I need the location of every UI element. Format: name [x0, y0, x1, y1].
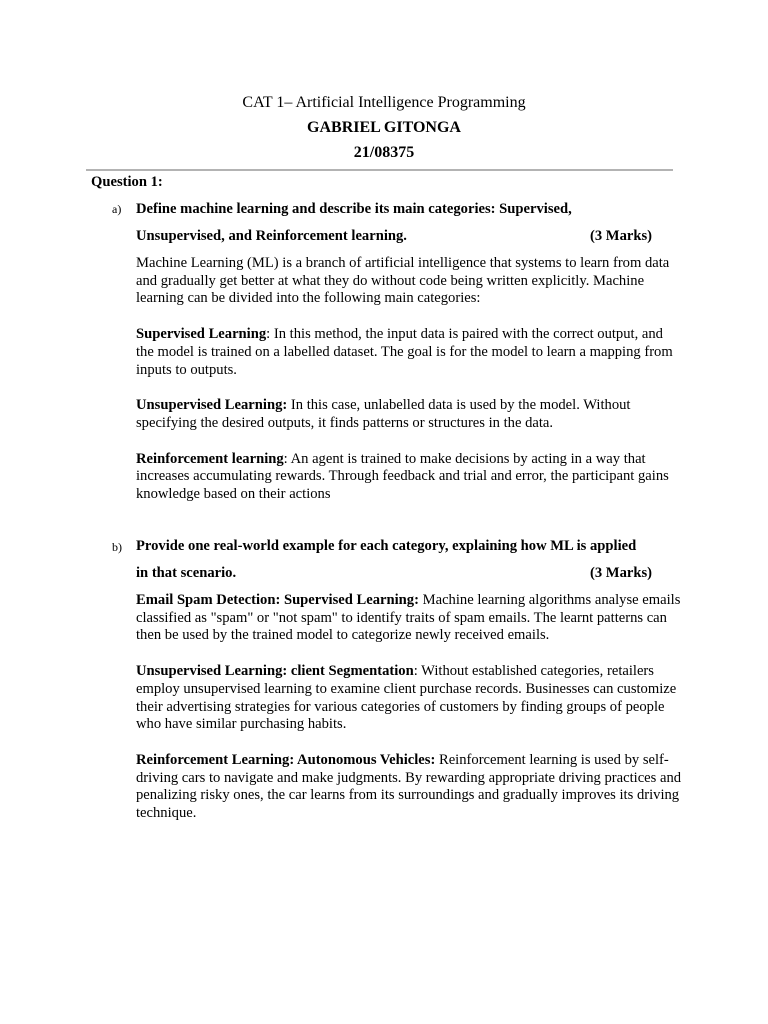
part-a-item: [136, 451, 684, 504]
part-a-intro: Machine Learning (ML) is a branch of artificial intelligence that systems to learn from data and gradually get better at what they do without code being written explicitly. Machine learning can be divided into the following main categories:: [136, 255, 670, 307]
part-b-item-text: Without established categories, retailers employ unsupervised learning to examine client purchase records. Businesses can customize their advertising strategies for various categories of customers by finding groups of people who have similar purchasing habits.: [136, 663, 677, 733]
part-b-item-term: Unsupervised Learning: client Segmentation: [136, 663, 414, 680]
part-a-prompt: [136, 196, 652, 250]
part-a-item: [136, 397, 684, 432]
part-a-item-term: Unsupervised Learning:: [136, 397, 288, 414]
part-b-item-text: Machine learning algorithms analyse emails classified as "spam" or "not spam" to identify traits of spam emails. The learnt patterns can then be used by the trained model to categorize newly received emails.: [136, 592, 681, 644]
part-b-prompt-line1: Provide one real-world example for each category, explaining how ML is applied: [136, 538, 637, 554]
part-b-marks: (3 Marks): [589, 565, 652, 581]
header-divider: [86, 169, 673, 171]
part-b-item-text: Reinforcement learning is used by self-driving cars to navigate and make judgments. By rewarding appropriate driving practices and penalizing risky ones, the car learns from its surroundings and gradually improves its driving technique.: [136, 751, 682, 822]
part-a-item-sep: :: [266, 326, 274, 343]
part-a-item-sep: :: [283, 450, 291, 467]
part-b-item: [136, 592, 684, 645]
part-b-prompt: [136, 533, 652, 587]
question-label: Question 1:: [91, 174, 163, 190]
part-b-item-term: Email Spam Detection: Supervised Learning:: [136, 592, 419, 608]
part-b-item: [136, 663, 684, 734]
part-a-item-text: In this case, unlabelled data is used by the model. Without specifying the desired outputs, it finds patterns or structures in the data.: [136, 397, 631, 431]
student-name: GABRIEL GITONGA: [307, 119, 461, 136]
part-b-prompt-line2-row: [136, 560, 652, 587]
registration-number: 21/08375: [353, 144, 415, 161]
document-title: CAT 1– Artificial Intelligence Programming: [242, 94, 526, 111]
part-b-item-term: Reinforcement Learning: Autonomous Vehicles:: [136, 751, 436, 768]
part-b-answer: [136, 592, 684, 841]
part-b-item-sep: :: [413, 663, 422, 680]
part-a-prompt-line2: Unsupervised, and Reinforcement learning.: [136, 228, 407, 244]
part-a-answer: [136, 255, 684, 522]
part-a-marks: (3 Marks): [589, 228, 652, 244]
part-a-item-text: In this method, the input data is paired with the correct output, and the model is trained on a labelled dataset. The goal is for the model to learn a mapping from inputs to outputs.: [136, 326, 673, 378]
part-a-item-term: Supervised Learning: [136, 326, 267, 343]
document-header: [0, 92, 768, 167]
part-b-prompt-line2: in that scenario.: [136, 565, 237, 581]
part-a-item: [136, 326, 684, 379]
part-b-marker: b): [112, 540, 122, 554]
part-b-item: [136, 752, 684, 823]
part-a-marker: a): [112, 202, 122, 216]
part-a-item-term: Reinforcement learning: [136, 450, 284, 467]
part-a-prompt-line2-row: [136, 223, 652, 250]
part-a-item-text: An agent is trained to make decisions by acting in a way that increases accumulating rewards. Through feedback and trial and error, the participant gains knowledge based on their actions: [136, 450, 669, 503]
part-a-prompt-line1: Define machine learning and describe its main categories: Supervised,: [136, 201, 572, 217]
